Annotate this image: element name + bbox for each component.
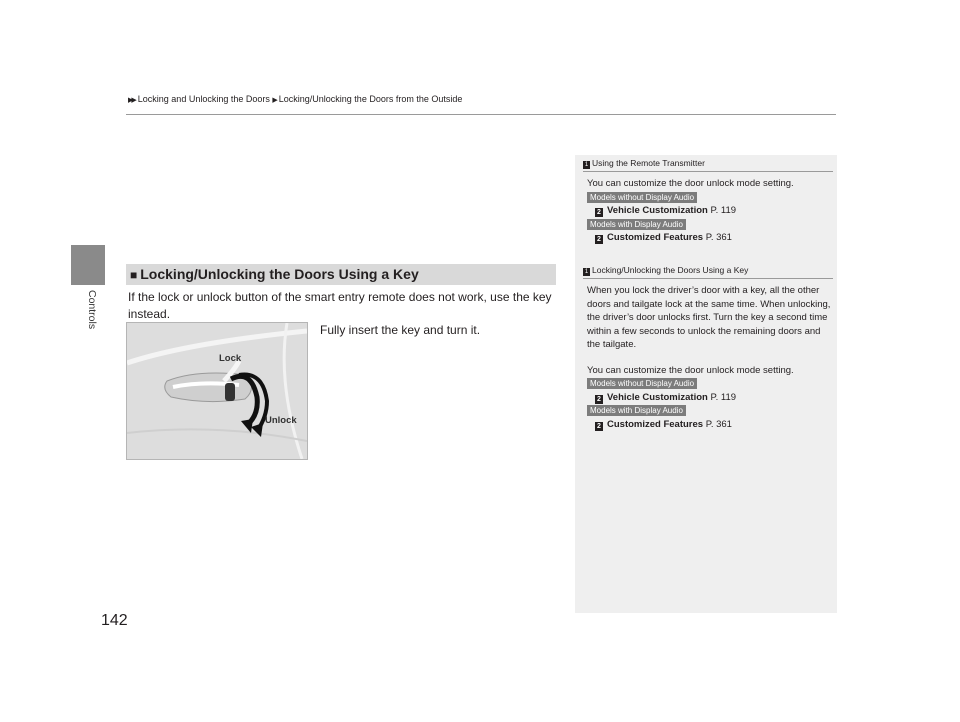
note-title — [583, 158, 833, 169]
note-body: You can customize the door unlock mode setting. — [587, 178, 794, 189]
models-tag: Models with Display Audio — [587, 405, 686, 416]
breadcrumb-item[interactable]: Locking/Unlocking the Doors from the Outside — [278, 94, 463, 104]
models-tag: Models without Display Audio — [587, 378, 697, 389]
reference-page[interactable]: P. 361 — [705, 232, 732, 243]
chapter-label-text: Controls — [86, 290, 98, 330]
reference-page[interactable]: P. 119 — [710, 205, 737, 216]
cross-reference[interactable] — [583, 391, 833, 405]
door-key-illustration — [126, 322, 308, 460]
reference-page[interactable]: P. 119 — [710, 391, 737, 403]
unlock-label: Unlock — [265, 415, 297, 426]
reference-title[interactable]: Vehicle Customization — [607, 391, 708, 403]
note-icon: 1 — [584, 269, 589, 275]
door-handle-drawing — [127, 323, 307, 459]
note-title-text: Using the Remote Transmitter — [592, 158, 705, 168]
instruction-text: Fully insert the key and turn it. — [320, 323, 481, 337]
lock-label: Lock — [219, 353, 242, 364]
reference-title[interactable]: Vehicle Customization — [607, 205, 708, 216]
models-tag: Models with Display Audio — [587, 219, 686, 230]
intro-paragraph: If the lock or unlock button of the smart entry remote does not work, use the key instead. — [128, 290, 552, 321]
reference-arrow-icon: 2 — [595, 208, 603, 217]
reference-arrow-icon: 2 — [595, 235, 603, 244]
page-number: 142 — [101, 612, 128, 629]
note-icon: 1 — [584, 162, 589, 168]
note-title — [583, 265, 833, 276]
note-door-key — [583, 265, 833, 431]
breadcrumb-arrow-icon: ▶ — [272, 97, 276, 104]
breadcrumb — [128, 94, 462, 104]
note-divider — [583, 171, 833, 172]
note-remote-transmitter — [583, 158, 833, 245]
note-title-text: Locking/Unlocking the Doors Using a Key — [592, 265, 749, 275]
breadcrumb-item[interactable]: Locking and Unlocking the Doors — [137, 94, 270, 104]
cross-reference[interactable] — [583, 204, 833, 218]
reference-title[interactable]: Customized Features — [607, 232, 704, 243]
chapter-label — [86, 290, 100, 350]
cross-reference[interactable] — [583, 231, 833, 245]
square-bullet-icon: ■ — [130, 268, 138, 282]
header-divider — [126, 114, 836, 115]
reference-arrow-icon: 2 — [595, 395, 603, 404]
reference-title[interactable]: Customized Features — [607, 418, 704, 430]
section-heading-text: Locking/Unlocking the Doors Using a Key — [140, 266, 419, 282]
models-tag: Models without Display Audio — [587, 192, 697, 203]
note-divider — [583, 278, 833, 279]
note-body: When you lock the driver’s door with a key, all the other doors and tailgate lock at the same time. When unlocking, the driver’s door unlocks first. Turn the key a second time within a few seconds to unlock the remaining doors and the tailgate. — [587, 285, 831, 350]
chapter-tab — [71, 245, 105, 285]
cross-reference[interactable] — [583, 418, 833, 432]
breadcrumb-arrow-icon: ▶▶ — [128, 97, 135, 104]
reference-arrow-icon: 2 — [595, 422, 603, 431]
section-heading — [126, 264, 556, 285]
note-body: You can customize the door unlock mode setting. — [587, 364, 794, 376]
reference-page[interactable]: P. 361 — [705, 418, 732, 430]
